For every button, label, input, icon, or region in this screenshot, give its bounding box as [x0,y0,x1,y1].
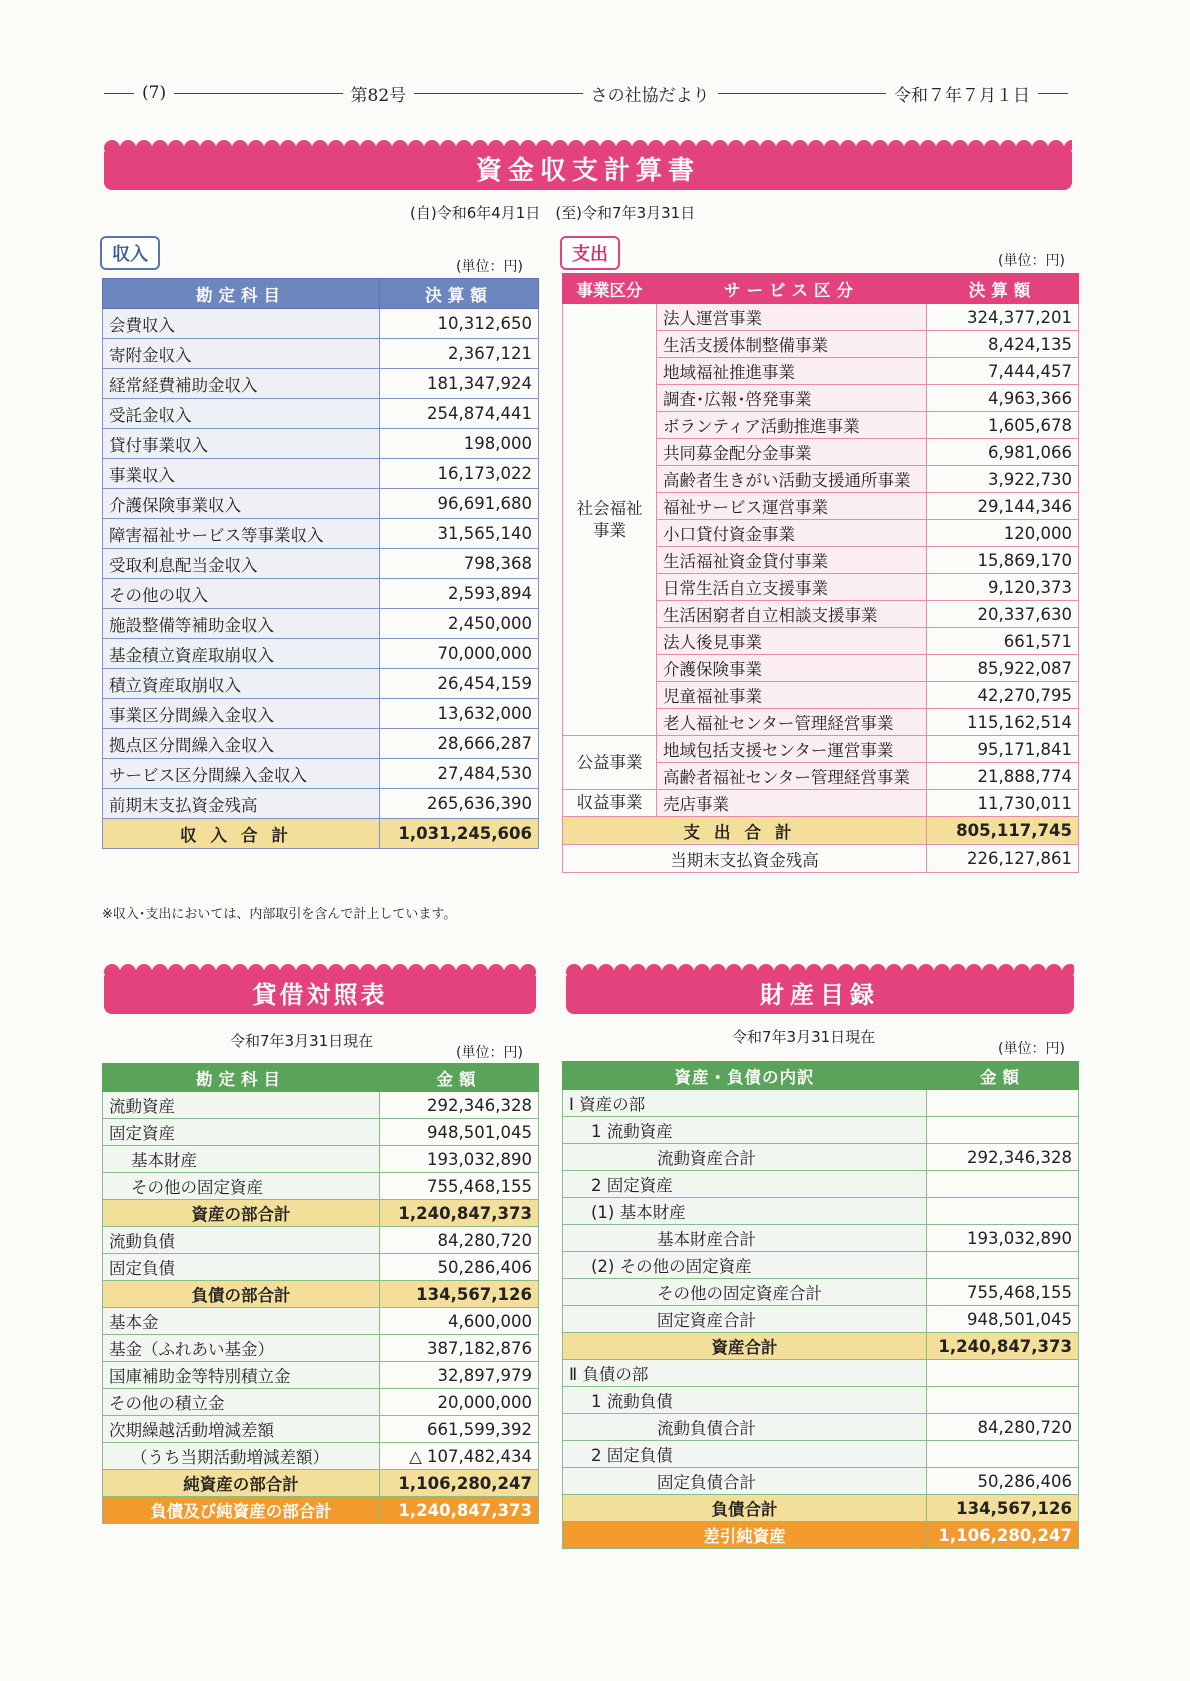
expense-service: 共同募金配分金事業 [657,439,927,466]
inv-amount [927,1090,1079,1117]
income-amount: 96,691,680 [380,489,539,519]
inv-amount: 948,501,045 [927,1306,1079,1333]
balance-sheet-title: 貸借対照表 [104,970,536,1014]
table-row [103,1281,539,1308]
inv-amount: 134,567,126 [927,1495,1079,1522]
table-row [103,1416,539,1443]
table-row [103,579,539,609]
table-row [103,429,539,459]
table-row [563,1171,1079,1198]
table-row [103,489,539,519]
table-row [563,790,1079,817]
table-row [103,609,539,639]
inventory-table [562,1061,1079,1549]
inv-amount: 755,468,155 [927,1279,1079,1306]
income-item: 介護保険事業収入 [103,489,380,519]
inv-amount [927,1117,1079,1144]
inv-item: 差引純資産 [563,1522,927,1549]
bs-head-item: 勘定科目 [103,1064,380,1092]
table-row [563,1360,1079,1387]
expense-amount: 6,981,066 [927,439,1079,466]
income-amount: 31,565,140 [380,519,539,549]
expense-amount: 661,571 [927,628,1079,655]
income-amount: 198,000 [380,429,539,459]
expense-amount: 42,270,795 [927,682,1079,709]
bs-amount: 387,182,876 [380,1335,539,1362]
expense-amount: 7,444,457 [927,358,1079,385]
expense-amount: 85,922,087 [927,655,1079,682]
inventory-banner [566,962,1074,1014]
income-item: 受託金収入 [103,399,380,429]
table-row [103,759,539,789]
expense-amount: 8,424,135 [927,331,1079,358]
inv-item: 流動資産合計 [563,1144,927,1171]
table-row [103,1470,539,1497]
table-row [103,699,539,729]
bs-item: 固定負債 [103,1254,380,1281]
income-amount: 2,593,894 [380,579,539,609]
inv-item: (1) 基本財産 [563,1198,927,1225]
expense-amount: 3,922,730 [927,466,1079,493]
expense-amount: 11,730,011 [927,790,1079,817]
income-amount: 16,173,022 [380,459,539,489]
table-row [563,1414,1079,1441]
income-tag: 収入 [100,236,160,270]
table-row [103,1092,539,1119]
income-item: 事業区分間繰入金収入 [103,699,380,729]
balance-sheet-unit: (単位：円) [456,1045,523,1061]
income-amount: 13,632,000 [380,699,539,729]
inv-item: Ⅱ 負債の部 [563,1360,927,1387]
table-row [563,304,1079,331]
table-row [103,729,539,759]
cashflow-period: (自)令和6年4月1日 (至)令和7年3月31日 [410,204,696,222]
table-row [563,1387,1079,1414]
expense-tag: 支出 [560,236,620,270]
table-row [103,309,539,339]
table-row [103,669,539,699]
bs-item: 基本金 [103,1308,380,1335]
expense-service: 生活困窮者自立相談支援事業 [657,601,927,628]
expense-amount: 4,963,366 [927,385,1079,412]
table-row [103,1389,539,1416]
income-item: 拠点区分間繰入金収入 [103,729,380,759]
expense-amount: 15,869,170 [927,547,1079,574]
expense-amount: 120,000 [927,520,1079,547]
table-row [103,1443,539,1470]
income-item: 積立資産取崩収入 [103,669,380,699]
bs-item: 基本財産 [103,1146,380,1173]
inv-amount: 1,240,847,373 [927,1333,1079,1360]
expense-service: 調査･広報･啓発事業 [657,385,927,412]
expense-unit: (単位：円) [998,253,1065,269]
inv-head-item: 資産・負債の内訳 [563,1062,927,1090]
income-item: 寄附金収入 [103,339,380,369]
table-row [103,1254,539,1281]
table-row [563,1441,1079,1468]
bs-item: 国庫補助金等特別積立金 [103,1362,380,1389]
inv-head-amount: 金額 [927,1062,1079,1090]
income-item: 会費収入 [103,309,380,339]
inv-amount [927,1360,1079,1387]
expense-service: 高齢者福祉センター管理経営事業 [657,763,927,790]
expense-head-amount: 決算額 [927,274,1079,304]
income-unit: (単位：円) [456,259,523,275]
cashflow-banner [104,138,1072,190]
income-item: 貸付事業収入 [103,429,380,459]
table-row [103,1335,539,1362]
expense-amount: 9,120,373 [927,574,1079,601]
expense-total-row [563,817,1079,845]
income-amount: 2,367,121 [380,339,539,369]
bs-item: 負債及び純資産の部合計 [103,1497,380,1524]
cashflow-title: 資金収支計算書 [104,146,1072,190]
income-amount: 2,450,000 [380,609,539,639]
inv-amount: 1,106,280,247 [927,1522,1079,1549]
table-row [563,736,1079,763]
balance-sheet-banner [104,962,536,1014]
closing-balance-row [563,845,1079,873]
bs-amount: 1,240,847,373 [380,1497,539,1524]
income-amount: 10,312,650 [380,309,539,339]
table-row [103,639,539,669]
inv-amount [927,1387,1079,1414]
expense-service: 老人福祉センター管理経営事業 [657,709,927,736]
bs-item: 流動資産 [103,1092,380,1119]
expense-service: 高齢者生きがい活動支援通所事業 [657,466,927,493]
inv-item: 固定資産合計 [563,1306,927,1333]
expense-amount: 29,144,346 [927,493,1079,520]
income-amount: 27,484,530 [380,759,539,789]
balance-sheet-date: 令和7年3月31日現在 [230,1032,374,1050]
inv-item: 負債合計 [563,1495,927,1522]
bs-amount: 193,032,890 [380,1146,539,1173]
income-total: 1,031,245,606 [380,819,539,849]
expense-service: 福祉サービス運営事業 [657,493,927,520]
income-item: 経常経費補助金収入 [103,369,380,399]
inv-amount: 84,280,720 [927,1414,1079,1441]
inv-item: Ⅰ 資産の部 [563,1090,927,1117]
inventory-unit: (単位：円) [998,1041,1065,1057]
table-row [103,1119,539,1146]
expense-amount: 95,171,841 [927,736,1079,763]
inv-item: 1 流動負債 [563,1387,927,1414]
expense-head-svc: サービス区分 [657,274,927,304]
bs-item: その他の固定資産 [103,1173,380,1200]
expense-division: 公益事業 [563,736,657,790]
bs-item: 流動負債 [103,1227,380,1254]
page-header [96,78,1076,108]
table-row [563,1468,1079,1495]
table-row [103,789,539,819]
bs-amount: 755,468,155 [380,1173,539,1200]
expense-division: 社会福祉事業 [563,304,657,736]
income-total-row [103,819,539,849]
table-row [103,1200,539,1227]
bs-amount: 292,346,328 [380,1092,539,1119]
expense-service: 売店事業 [657,790,927,817]
closing-balance: 226,127,861 [927,845,1079,873]
income-amount: 26,454,159 [380,669,539,699]
expense-division: 収益事業 [563,790,657,817]
income-item: 前期末支払資金残高 [103,789,380,819]
inv-item: 流動負債合計 [563,1414,927,1441]
inv-amount [927,1441,1079,1468]
inv-amount: 50,286,406 [927,1468,1079,1495]
table-row [103,339,539,369]
expense-amount: 20,337,630 [927,601,1079,628]
bs-amount: 50,286,406 [380,1254,539,1281]
bs-amount: 134,567,126 [380,1281,539,1308]
inv-amount [927,1252,1079,1279]
page-number: (7) [142,83,167,103]
bs-amount: 1,106,280,247 [380,1470,539,1497]
inventory-date: 令和7年3月31日現在 [732,1028,876,1046]
expense-amount: 324,377,201 [927,304,1079,331]
income-amount: 181,347,924 [380,369,539,399]
income-item: その他の収入 [103,579,380,609]
bs-item: 資産の部合計 [103,1200,380,1227]
expense-service: 法人後見事業 [657,628,927,655]
expense-service: 日常生活自立支援事業 [657,574,927,601]
expense-amount: 21,888,774 [927,763,1079,790]
expense-total: 805,117,745 [927,817,1079,845]
income-amount: 28,666,287 [380,729,539,759]
inv-item: 2 固定負債 [563,1441,927,1468]
expense-total-label: 支出合計 [563,817,927,845]
table-row [563,1144,1079,1171]
table-row [103,369,539,399]
income-amount: 798,368 [380,549,539,579]
newsletter-title: さの社協だより [590,85,710,106]
table-row [103,519,539,549]
table-row [103,1362,539,1389]
table-row [563,1225,1079,1252]
income-item: 施設整備等補助金収入 [103,609,380,639]
bs-item: （うち当期活動増減差額） [103,1443,380,1470]
bs-item: 固定資産 [103,1119,380,1146]
expense-service: 地域包括支援センター運営事業 [657,736,927,763]
bs-amount: 661,599,392 [380,1416,539,1443]
bs-amount: 4,600,000 [380,1308,539,1335]
expense-service: 介護保険事業 [657,655,927,682]
closing-balance-label: 当期末支払資金残高 [563,845,927,873]
expense-service: 法人運営事業 [657,304,927,331]
table-row [103,1146,539,1173]
inv-item: 基本財産合計 [563,1225,927,1252]
table-row [103,1308,539,1335]
table-row [103,549,539,579]
bs-amount: 32,897,979 [380,1362,539,1389]
income-head-item: 勘定科目 [103,279,380,309]
inv-item: 1 流動資産 [563,1117,927,1144]
expense-service: 生活福祉資金貸付事業 [657,547,927,574]
table-row [563,1279,1079,1306]
bs-item: 次期繰越活動増減差額 [103,1416,380,1443]
inv-item: その他の固定資産合計 [563,1279,927,1306]
bs-amount: 20,000,000 [380,1389,539,1416]
issue-date: 令和７年７月１日 [894,85,1030,106]
expense-service: 児童福祉事業 [657,682,927,709]
bs-item: その他の積立金 [103,1389,380,1416]
expense-service: 生活支援体制整備事業 [657,331,927,358]
table-row [563,1495,1079,1522]
inventory-title: 財産目録 [566,970,1074,1014]
table-row [563,1333,1079,1360]
expense-service: 小口貸付資金事業 [657,520,927,547]
table-row [103,459,539,489]
table-row [563,1198,1079,1225]
inv-item: (2) その他の固定資産 [563,1252,927,1279]
inv-item: 固定負債合計 [563,1468,927,1495]
income-amount: 254,874,441 [380,399,539,429]
income-amount: 70,000,000 [380,639,539,669]
expense-service: 地域福祉推進事業 [657,358,927,385]
bs-item: 基金（ふれあい基金） [103,1335,380,1362]
table-row [563,1522,1079,1549]
expense-amount: 1,605,678 [927,412,1079,439]
expense-head-div: 事業区分 [563,274,657,304]
bs-item: 負債の部合計 [103,1281,380,1308]
table-row [103,1227,539,1254]
bs-item: 純資産の部合計 [103,1470,380,1497]
expense-amount: 115,162,514 [927,709,1079,736]
inv-amount [927,1198,1079,1225]
balance-sheet-table [102,1063,539,1524]
table-row [103,1497,539,1524]
inv-amount: 193,032,890 [927,1225,1079,1252]
bs-amount: 84,280,720 [380,1227,539,1254]
table-row [563,1117,1079,1144]
bs-amount: △ 107,482,434 [380,1443,539,1470]
income-item: 事業収入 [103,459,380,489]
income-note: ※収入･支出においては、内部取引を含んで計上しています。 [102,907,457,922]
expense-table [562,273,1079,873]
inv-amount: 292,346,328 [927,1144,1079,1171]
income-item: 障害福祉サービス等事業収入 [103,519,380,549]
bs-amount: 948,501,045 [380,1119,539,1146]
income-item: サービス区分間繰入金収入 [103,759,380,789]
income-head-amount: 決算額 [380,279,539,309]
income-table [102,278,539,849]
inv-item: 2 固定資産 [563,1171,927,1198]
table-row [563,1306,1079,1333]
table-row [563,1252,1079,1279]
income-amount: 265,636,390 [380,789,539,819]
income-item: 基金積立資産取崩収入 [103,639,380,669]
issue-number: 第82号 [350,85,407,106]
inv-amount [927,1171,1079,1198]
income-total-label: 収入合計 [103,819,380,849]
bs-head-amount: 金額 [380,1064,539,1092]
bs-amount: 1,240,847,373 [380,1200,539,1227]
table-row [103,1173,539,1200]
expense-service: ボランティア活動推進事業 [657,412,927,439]
income-item: 受取利息配当金収入 [103,549,380,579]
table-row [103,399,539,429]
inv-item: 資産合計 [563,1333,927,1360]
table-row [563,1090,1079,1117]
